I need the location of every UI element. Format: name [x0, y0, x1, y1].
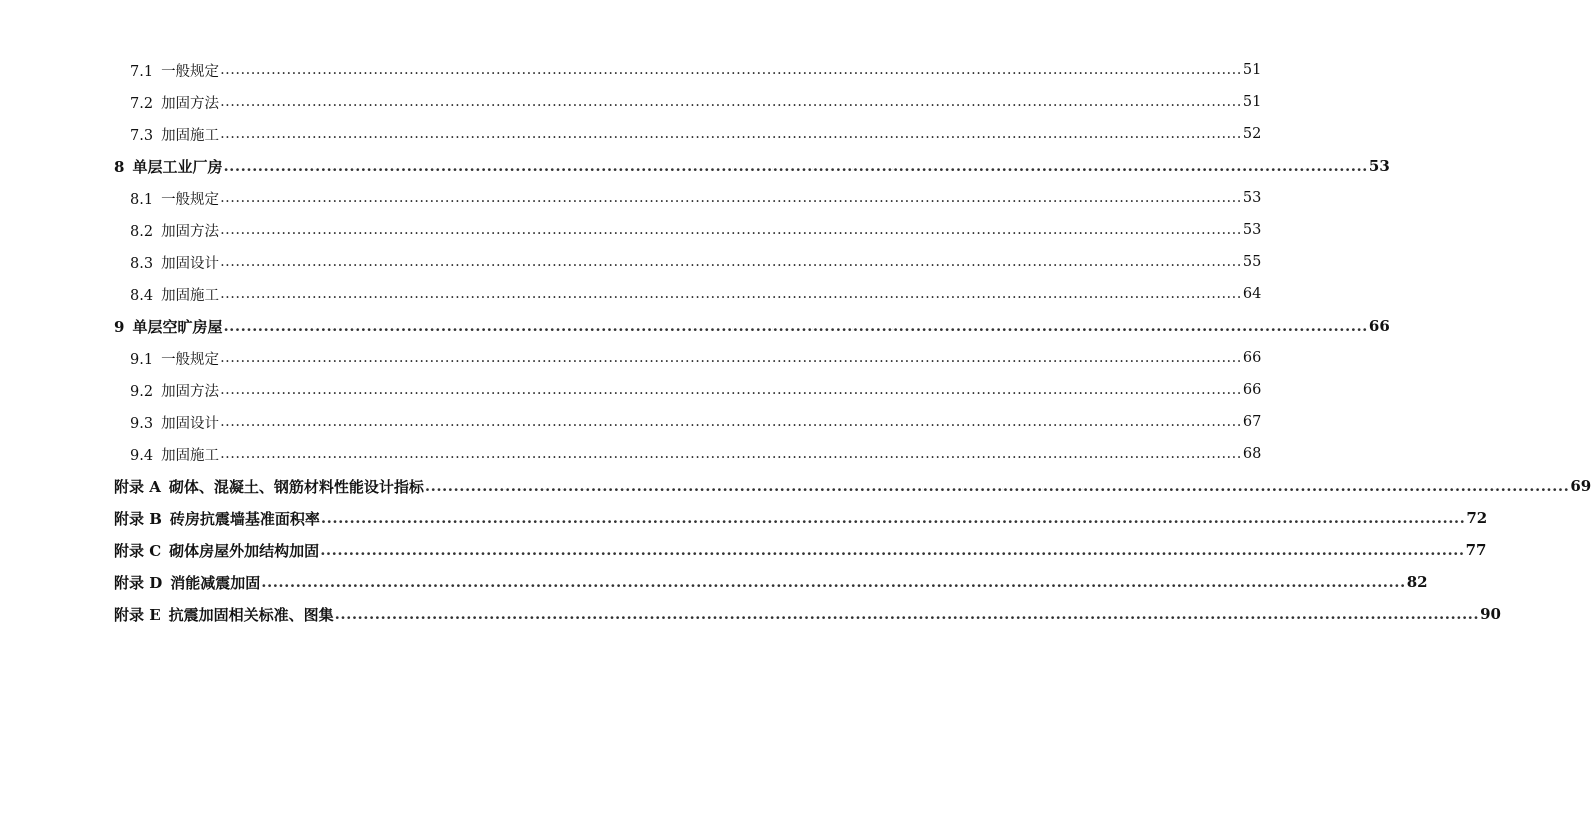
page-number: 77 — [1465, 541, 1487, 559]
page-number: 66 — [1242, 350, 1262, 366]
page-number: 68 — [1242, 446, 1262, 462]
section-number: 7.3 — [130, 127, 154, 144]
section-number: 8 — [114, 157, 125, 176]
dot-leader: ........................................................................................................................................................................................................ — [320, 509, 1466, 527]
page-number: 53 — [1242, 222, 1262, 238]
section-title: 一般规定 — [161, 351, 220, 368]
section-number: 附录 B — [114, 509, 162, 528]
dot-leader: ........................................................................................................................................................................................................ — [220, 382, 1242, 398]
page-number: 66 — [1242, 382, 1262, 398]
section-number: 附录 D — [114, 573, 163, 592]
section-number: 8.2 — [130, 223, 154, 240]
dot-leader: ........................................................................................................................................................................................................ — [223, 157, 1368, 175]
section-number: 8.1 — [130, 191, 154, 208]
dot-leader: ........................................................................................................................................................................................................ — [220, 414, 1242, 430]
toc-entry[interactable] — [0, 374, 1262, 406]
toc-entry[interactable] — [0, 598, 1501, 630]
toc-entry[interactable] — [0, 406, 1262, 438]
dot-leader: ........................................................................................................................................................................................................ — [220, 94, 1242, 110]
section-title: 一般规定 — [161, 191, 220, 208]
toc-entry[interactable] — [0, 86, 1262, 118]
toc-entry[interactable] — [0, 150, 1390, 182]
section-title: 抗震加固相关标准、图集 — [168, 605, 334, 624]
toc-entry[interactable] — [0, 182, 1262, 214]
dot-leader: ........................................................................................................................................................................................................ — [220, 62, 1242, 78]
dot-leader: ........................................................................................................................................................................................................ — [220, 222, 1242, 238]
section-title: 消能减震加固 — [170, 573, 261, 592]
section-number: 9.2 — [130, 383, 154, 400]
section-title: 加固方法 — [161, 95, 220, 112]
section-title: 加固施工 — [161, 287, 220, 304]
page-number: 51 — [1242, 94, 1262, 110]
toc-entry[interactable] — [0, 502, 1488, 534]
section-title: 加固设计 — [161, 415, 220, 432]
page-number: 53 — [1368, 157, 1390, 175]
section-title: 砖房抗震墙基准面积率 — [169, 509, 320, 528]
toc-entry[interactable] — [0, 310, 1390, 342]
section-title: 加固设计 — [161, 255, 220, 272]
page-number: 52 — [1242, 126, 1262, 142]
dot-leader: ........................................................................................................................................................................................................ — [220, 254, 1242, 270]
section-title: 单层空旷房屋 — [132, 317, 223, 336]
dot-leader: ........................................................................................................................................................................................................ — [223, 317, 1368, 335]
toc-entry[interactable] — [0, 214, 1262, 246]
page-number: 53 — [1242, 190, 1262, 206]
section-number: 8.4 — [130, 287, 154, 304]
section-number: 9.1 — [130, 351, 154, 368]
toc-entry[interactable] — [0, 246, 1262, 278]
dot-leader: ........................................................................................................................................................................................................ — [220, 190, 1242, 206]
section-title: 单层工业厂房 — [132, 157, 223, 176]
section-title: 加固方法 — [161, 383, 220, 400]
toc-entry[interactable] — [0, 566, 1428, 598]
page-number: 64 — [1242, 286, 1262, 302]
page-number: 90 — [1480, 605, 1501, 623]
toc-entry[interactable] — [0, 342, 1262, 374]
dot-leader: ........................................................................................................................................................................................................ — [320, 541, 1465, 559]
page-number: 51 — [1242, 62, 1262, 78]
section-title: 一般规定 — [161, 63, 220, 80]
section-number: 9 — [114, 317, 125, 336]
page-number: 67 — [1242, 414, 1262, 430]
toc-entry[interactable] — [0, 278, 1262, 310]
dot-leader: ........................................................................................................................................................................................................ — [220, 446, 1242, 462]
page-number: 72 — [1466, 509, 1488, 527]
section-title: 砌体、混凝土、钢筋材料性能设计指标 — [168, 477, 424, 496]
section-title: 加固方法 — [161, 223, 220, 240]
page-number: 66 — [1368, 317, 1390, 335]
toc-entry[interactable] — [0, 54, 1262, 86]
page-number: 55 — [1242, 254, 1262, 270]
section-number: 9.3 — [130, 415, 154, 432]
section-number: 8.3 — [130, 255, 154, 272]
section-number: 7.2 — [130, 95, 154, 112]
section-number: 9.4 — [130, 447, 154, 464]
dot-leader: ........................................................................................................................................................................................................ — [220, 286, 1242, 302]
toc-entry[interactable] — [0, 118, 1262, 150]
section-number: 7.1 — [130, 63, 154, 80]
page-number: 82 — [1406, 573, 1428, 591]
toc-entry[interactable] — [0, 470, 1591, 502]
section-number: 附录 E — [114, 605, 161, 624]
section-number: 附录 A — [114, 477, 161, 496]
page-number: 69 — [1570, 477, 1591, 495]
section-title: 砌体房屋外加结构加固 — [169, 541, 320, 560]
toc-entry[interactable] — [0, 534, 1487, 566]
dot-leader: ........................................................................................................................................................................................................ — [424, 477, 1570, 495]
dot-leader: ........................................................................................................................................................................................................ — [334, 605, 1480, 623]
section-title: 加固施工 — [161, 127, 220, 144]
toc-entry[interactable] — [0, 438, 1262, 470]
table-of-contents — [0, 54, 1591, 630]
dot-leader: ........................................................................................................................................................................................................ — [261, 573, 1406, 591]
dot-leader: ........................................................................................................................................................................................................ — [220, 126, 1242, 142]
section-number: 附录 C — [114, 541, 162, 560]
section-title: 加固施工 — [161, 447, 220, 464]
dot-leader: ........................................................................................................................................................................................................ — [220, 350, 1242, 366]
